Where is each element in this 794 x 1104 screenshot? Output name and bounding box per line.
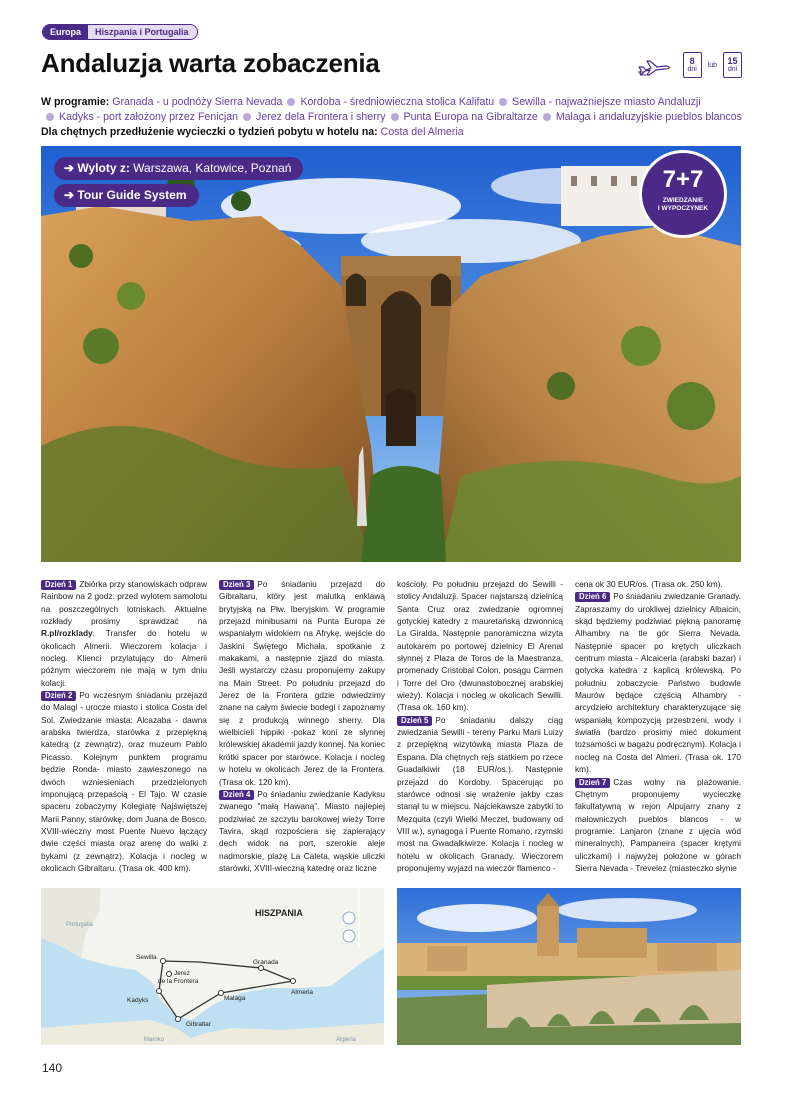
itinerary-column bbox=[575, 578, 741, 880]
rozklady-link: R.pl/rozklady bbox=[41, 628, 93, 639]
breadcrumb bbox=[42, 24, 198, 40]
duration-info bbox=[637, 52, 742, 78]
duration-15-unit: dni bbox=[727, 66, 738, 73]
map-algeria-label: Algieria bbox=[336, 1037, 357, 1043]
badge-line-1: ZWIEDZANIE bbox=[662, 197, 704, 204]
map-country-label: HISZPANIA bbox=[255, 908, 303, 918]
day-text: Po śniadaniu dalszy ciąg zwiedzania Sewilli - tereny Parku Marii Luizy z przepiękną wizytówką miasta Plaza de Espana. Dla chętnych rejs statkiem po rzece Guadalkiwir (18 EUR/os.). Następnie przejazd do Kordoby. Spacerując po starówce odnosi się wrażenie jakby czas stanął tu w miejscu. Najciekawsze zabytki to Mezquita (czyli Wielki Meczet, budowany od VIII w.), synagoga i Puente Romano, rzymski most na Gwadalkiwirze. Kolacja i nocleg w hotelu w okolicach Granady. Wieczorem proponujemy wyjazd na wieczór flamenco - bbox=[397, 714, 563, 873]
cordoba-bridge-photo bbox=[397, 888, 741, 1045]
day-text: . Transfer do hotelu w okolicach Almerii. Wieczorem kolacja i nocleg. Klienci przylatujący do Almerii późnym wieczorem nie mają w tym dniu kolacji. bbox=[41, 628, 207, 688]
day-text: kościoły. Po południu przejazd do Sewilli - stolicy Andaluzji. Spacer najstarszą dzielnicą Santa Cruz oraz zwiedzanie ogromnej gotyckiej katedry z mauretańską dzwonnicą La Giralda. Następnie panoramiczna wizyta autokarem po portowej dzielnicy El Arenal słynnej z Plaza de Toros de la Maestranza, promenady Cristobal Colon, posągu Carmen i Torre del Oro (dwunastobocznej arabskiej wieży). Kolacja i nocleg w okolicach Sewilli. (Trasa ok. 160 km). bbox=[397, 579, 563, 713]
map-city-malaga: Malaga bbox=[224, 995, 246, 1002]
map-city-cadiz: Kadyks bbox=[127, 997, 149, 1004]
program-item: Malaga i andaluzyjskie pueblos blancos bbox=[555, 111, 742, 123]
departures-label: ➔ Wyloty z: bbox=[64, 161, 130, 175]
day-tag: Dzień 6 bbox=[575, 592, 610, 602]
day-tag: Dzień 3 bbox=[219, 580, 254, 590]
bullet-dot bbox=[543, 113, 551, 121]
departures-value: Warszawa, Katowice, Poznań bbox=[129, 161, 292, 175]
badge-number: 7+7 bbox=[662, 166, 704, 193]
day-tag: Dzień 7 bbox=[575, 778, 610, 788]
program-label: W programie: bbox=[41, 96, 110, 108]
program-section bbox=[41, 95, 761, 140]
program-item: Punta Europa na Gibraltarze bbox=[403, 111, 538, 123]
map-portugal-label: Portugalia bbox=[66, 922, 94, 928]
map-city-sevilla: Sewilla bbox=[136, 954, 157, 961]
program-item: Granada - u podnóży Sierra Nevada bbox=[112, 96, 283, 108]
cordoba-bridge-svg bbox=[397, 888, 741, 1045]
bullet-dot bbox=[243, 113, 251, 121]
duration-8-days bbox=[683, 52, 702, 78]
plane-icon bbox=[637, 54, 671, 76]
duration-8-unit: dni bbox=[687, 66, 697, 73]
badge-line-2: I WYPOCZYNEK bbox=[657, 205, 709, 212]
bullet-dot bbox=[391, 113, 399, 121]
day-tag: Dzień 4 bbox=[219, 790, 254, 800]
day-text: Po wczesnym śniadaniu przejazd do Malagi - urocze miasto i stolica Costa del Sol. Zwiedzanie miasta: Alcazaba - dawna arabska twierdza, starówka z przepiękną katedrą (z zewnątrz), oraz muzeum Pablo Picasso. Kolejnym punktem programu będzie Ronda- miasto zawieszonego na dwóch wzniesieniach przedzielonych imponującą przepaścią - El Tajo. W czasie spaceru zobaczymy Kolegiatę Najświętszej Marii Panny, starówkę, dom Juana de Bosco, XVIII-wieczny most Puente Nuevo łączący dwie części miasta oraz arenę do walki z bykami (z zewnątrz). Kolacja i nocleg w okolicach Gibraltaru. (Trasa ok. 400 km). bbox=[41, 690, 207, 873]
page-number: 140 bbox=[42, 1061, 63, 1075]
program-item: Kadyks - port założony przez Fenicjan bbox=[59, 111, 238, 123]
sightseeing-rest-badge bbox=[639, 150, 727, 238]
tour-guide-pill: ➔ Tour Guide System bbox=[54, 184, 199, 207]
bullet-dot bbox=[46, 113, 54, 121]
hero-image bbox=[41, 146, 741, 562]
program-item: Sewilla - najważniejsze miasto Andaluzji bbox=[512, 96, 701, 108]
itinerary-column bbox=[219, 578, 385, 880]
route-map-svg bbox=[41, 888, 384, 1045]
day-text: Zbiórka przy stanowiskach odpraw Rainbow na 2 godz. przed wylotem samolotu na poszczególnych lotniskach. Aktualne rozkłady prosimy sprawdzać na bbox=[41, 579, 207, 627]
map-city-jerez: Jerez bbox=[174, 970, 190, 977]
itinerary-column bbox=[41, 578, 207, 880]
program-item: Kordoba - średniowieczna stolica Kalifatu bbox=[300, 96, 495, 108]
day-tag: Dzień 2 bbox=[41, 691, 76, 701]
day-tag: Dzień 5 bbox=[397, 716, 432, 726]
extension-label: Dla chętnych przedłużenie wycieczki o tydzień pobytu w hotelu na: bbox=[41, 126, 378, 138]
duration-15-days bbox=[723, 52, 742, 78]
map-city-gibraltar: Gibraltar bbox=[186, 1021, 211, 1028]
extension-place: Costa del Almeria bbox=[380, 126, 464, 138]
day-text: Po śniadaniu zwiedzanie Granady. Zapraszamy do urokliwej dzielnicy Albaicin, skąd będziemy podziwiać piękną panoramę Alhambry na tle gór Sierra Nevada. Następnie spacer po krętych uliczkach centrum miasta - Alcaiceria (arabski bazar) i gotycka katedra z kaplicą królewską. Po południu zobaczycie Państwo budowle Maurów będące częścią Alhambry - arcydzieło architektury charakteryzujące się wspaniałą kompozycją przestrzeni, wody i światła (bardzo prosimy mieć dokument tożsamości w bagażu podręcznym). Kolacja i nocleg na Costa del Almeri. (Trasa ok. 170 km). bbox=[575, 591, 741, 775]
map-city-granada: Granada bbox=[253, 959, 279, 966]
ronda-gorge-photo bbox=[41, 146, 741, 562]
day-text: cena ok 30 EUR/os. (Trasa ok. 250 km). bbox=[575, 579, 723, 589]
day-text: Po śniadaniu przejazd do Gibraltaru, który jest malutką enklawą brytyjską na Płw. Iberyjskim. W programie przejazd minibusami na Punta Europa ze wspaniałym widokiem na Afrykę, wejście do Jaskini Świętego Michała, spotkanie z makakami, a następnie zjazd do miasta. Jeśli wystarczy czasu proponujemy zakupy na Main Street. Po południu przejazd do Jerez de la Frontera gdzie odwiedzimy znane na całym świecie bodegi i zapoznamy się z produkcją winnego sherry. Dla wielbicieli hippiki -pokaz koni ze słynnej królewskiej akademii jazdy konnej. Na koniec krótki spacer por starówce. Kolacja i nocleg w hotelu w okolicach Jerez de la Frontera. (Trasa ok. 120 km). bbox=[219, 579, 386, 787]
day-text: Czas wolny na plażowanie. Chętnym proponujemy wycieczkę fakultatywną w rejon Alpujarry znany z malowniczych pueblos blancos - w programie: Lanjaron (znane z ujęcia wód mineralnych), Pampaneira (spacer krętymi uliczkami) i najwyżej położone w górach Sierra Nevada - Trevelez (miasteczko słynie bbox=[575, 776, 741, 873]
day-text: Po śniadaniu zwiedzanie Kadyksu zwanego "małą Hawaną". Miasto najlepiej podziwiać ze szczytu barokowej wieży Torre Tavira, skąd rozpościera się zapierający dech widok na port, szerokie aleje nadmorskie, plażę La Caleta, wąskie uliczki starówki, XVIII-wieczną katedrę oraz liczne bbox=[219, 788, 385, 873]
breadcrumb-country: Hiszpania i Portugalia bbox=[88, 25, 197, 39]
departures-pill bbox=[54, 157, 303, 180]
bullet-dot bbox=[287, 98, 295, 106]
duration-or: lub bbox=[707, 61, 717, 69]
itinerary-column bbox=[397, 578, 563, 880]
map-city-almeria: Almeria bbox=[291, 989, 314, 996]
breadcrumb-region: Europa bbox=[43, 25, 88, 39]
duration-15-num: 15 bbox=[727, 56, 738, 66]
route-map bbox=[41, 888, 384, 1045]
itinerary bbox=[41, 578, 741, 880]
page-title: Andaluzja warta zobaczenia bbox=[41, 48, 380, 78]
duration-8-num: 8 bbox=[689, 56, 695, 66]
map-city-jerez-2: de la Frontera bbox=[158, 978, 199, 985]
bullet-dot bbox=[499, 98, 507, 106]
program-item: Jerez dela Frontera i sherry bbox=[256, 111, 386, 123]
day-tag: Dzień 1 bbox=[41, 580, 76, 590]
map-morocco-label: Maroko bbox=[144, 1037, 165, 1043]
